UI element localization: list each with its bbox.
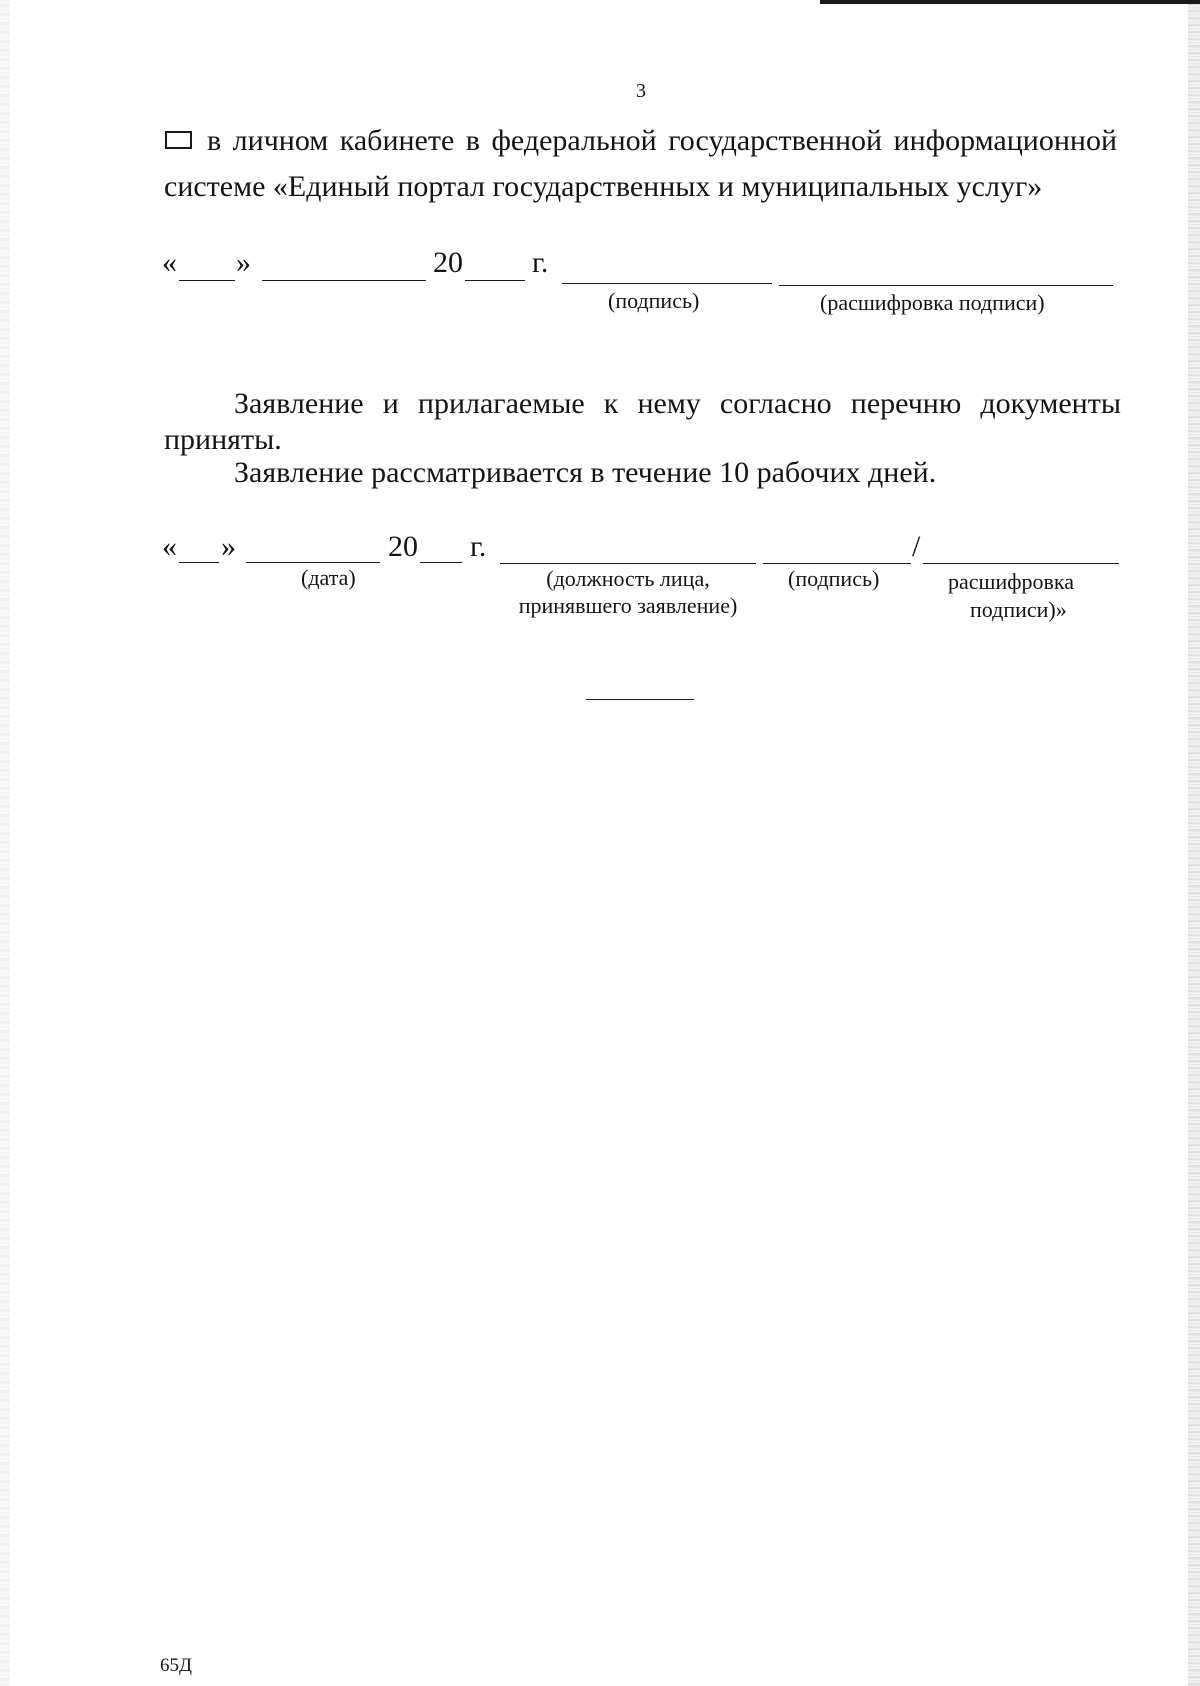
- official-day-field[interactable]: [179, 562, 219, 563]
- official-year-prefix: 20: [388, 530, 418, 563]
- official-decoding-field[interactable]: [923, 563, 1119, 564]
- review-period-paragraph: Заявление рассматривается в течение 10 рабочих дней.: [234, 456, 937, 489]
- portal-option-text-line2: системе «Единый портал государственных и муниципальных услуг»: [164, 170, 1043, 203]
- official-signature-field[interactable]: [763, 563, 911, 564]
- applicant-signature-field[interactable]: [562, 283, 772, 284]
- applicant-day-field[interactable]: [179, 280, 235, 281]
- official-decoding-caption: [948, 568, 1074, 624]
- official-decoding-caption-line2: подписи)»: [970, 597, 1067, 622]
- applicant-month-field[interactable]: [262, 280, 426, 281]
- applicant-year-prefix: 20: [433, 246, 463, 279]
- official-year-field[interactable]: [420, 562, 462, 563]
- applicant-year-field[interactable]: [465, 280, 525, 281]
- official-quote-close: »: [221, 530, 236, 563]
- applicant-quote-close: »: [236, 246, 251, 279]
- official-position-field[interactable]: [500, 563, 756, 564]
- acceptance-paragraph: Заявление и прилагаемые к нему согласно перечню документы приняты.: [164, 387, 1121, 456]
- official-signature-caption: (подпись): [788, 566, 880, 591]
- scan-top-edge: [820, 0, 1200, 4]
- applicant-quote-open: «: [162, 246, 177, 279]
- official-quote-open: «: [162, 530, 177, 563]
- official-year-suffix: г.: [470, 530, 487, 563]
- applicant-signature-caption: (подпись): [608, 288, 700, 313]
- official-position-caption-line1: (должность лица,: [546, 566, 710, 591]
- official-decoding-caption-line1: расшифровка: [948, 569, 1075, 594]
- official-month-field[interactable]: [246, 562, 380, 563]
- scan-edge-right: [1188, 0, 1200, 1686]
- applicant-signature-decoding-field[interactable]: [779, 285, 1113, 286]
- signature-slash: /: [912, 530, 921, 563]
- official-position-caption-line2: принявшего заявление): [518, 593, 738, 618]
- applicant-year-suffix: г.: [532, 246, 549, 279]
- applicant-decoding-caption: (расшифровка подписи): [820, 290, 1045, 315]
- portal-option-checkbox[interactable]: [165, 131, 192, 149]
- footer-code: 65Д: [160, 1655, 192, 1676]
- page-number: 3: [636, 80, 646, 102]
- portal-option-text-line1: в личном кабинете в федеральной государственной информационной: [207, 124, 1118, 157]
- official-date-caption: (дата): [301, 565, 356, 590]
- scan-edge-left: [0, 0, 10, 1686]
- official-position-caption: [500, 565, 756, 619]
- end-separator-line: [586, 699, 694, 700]
